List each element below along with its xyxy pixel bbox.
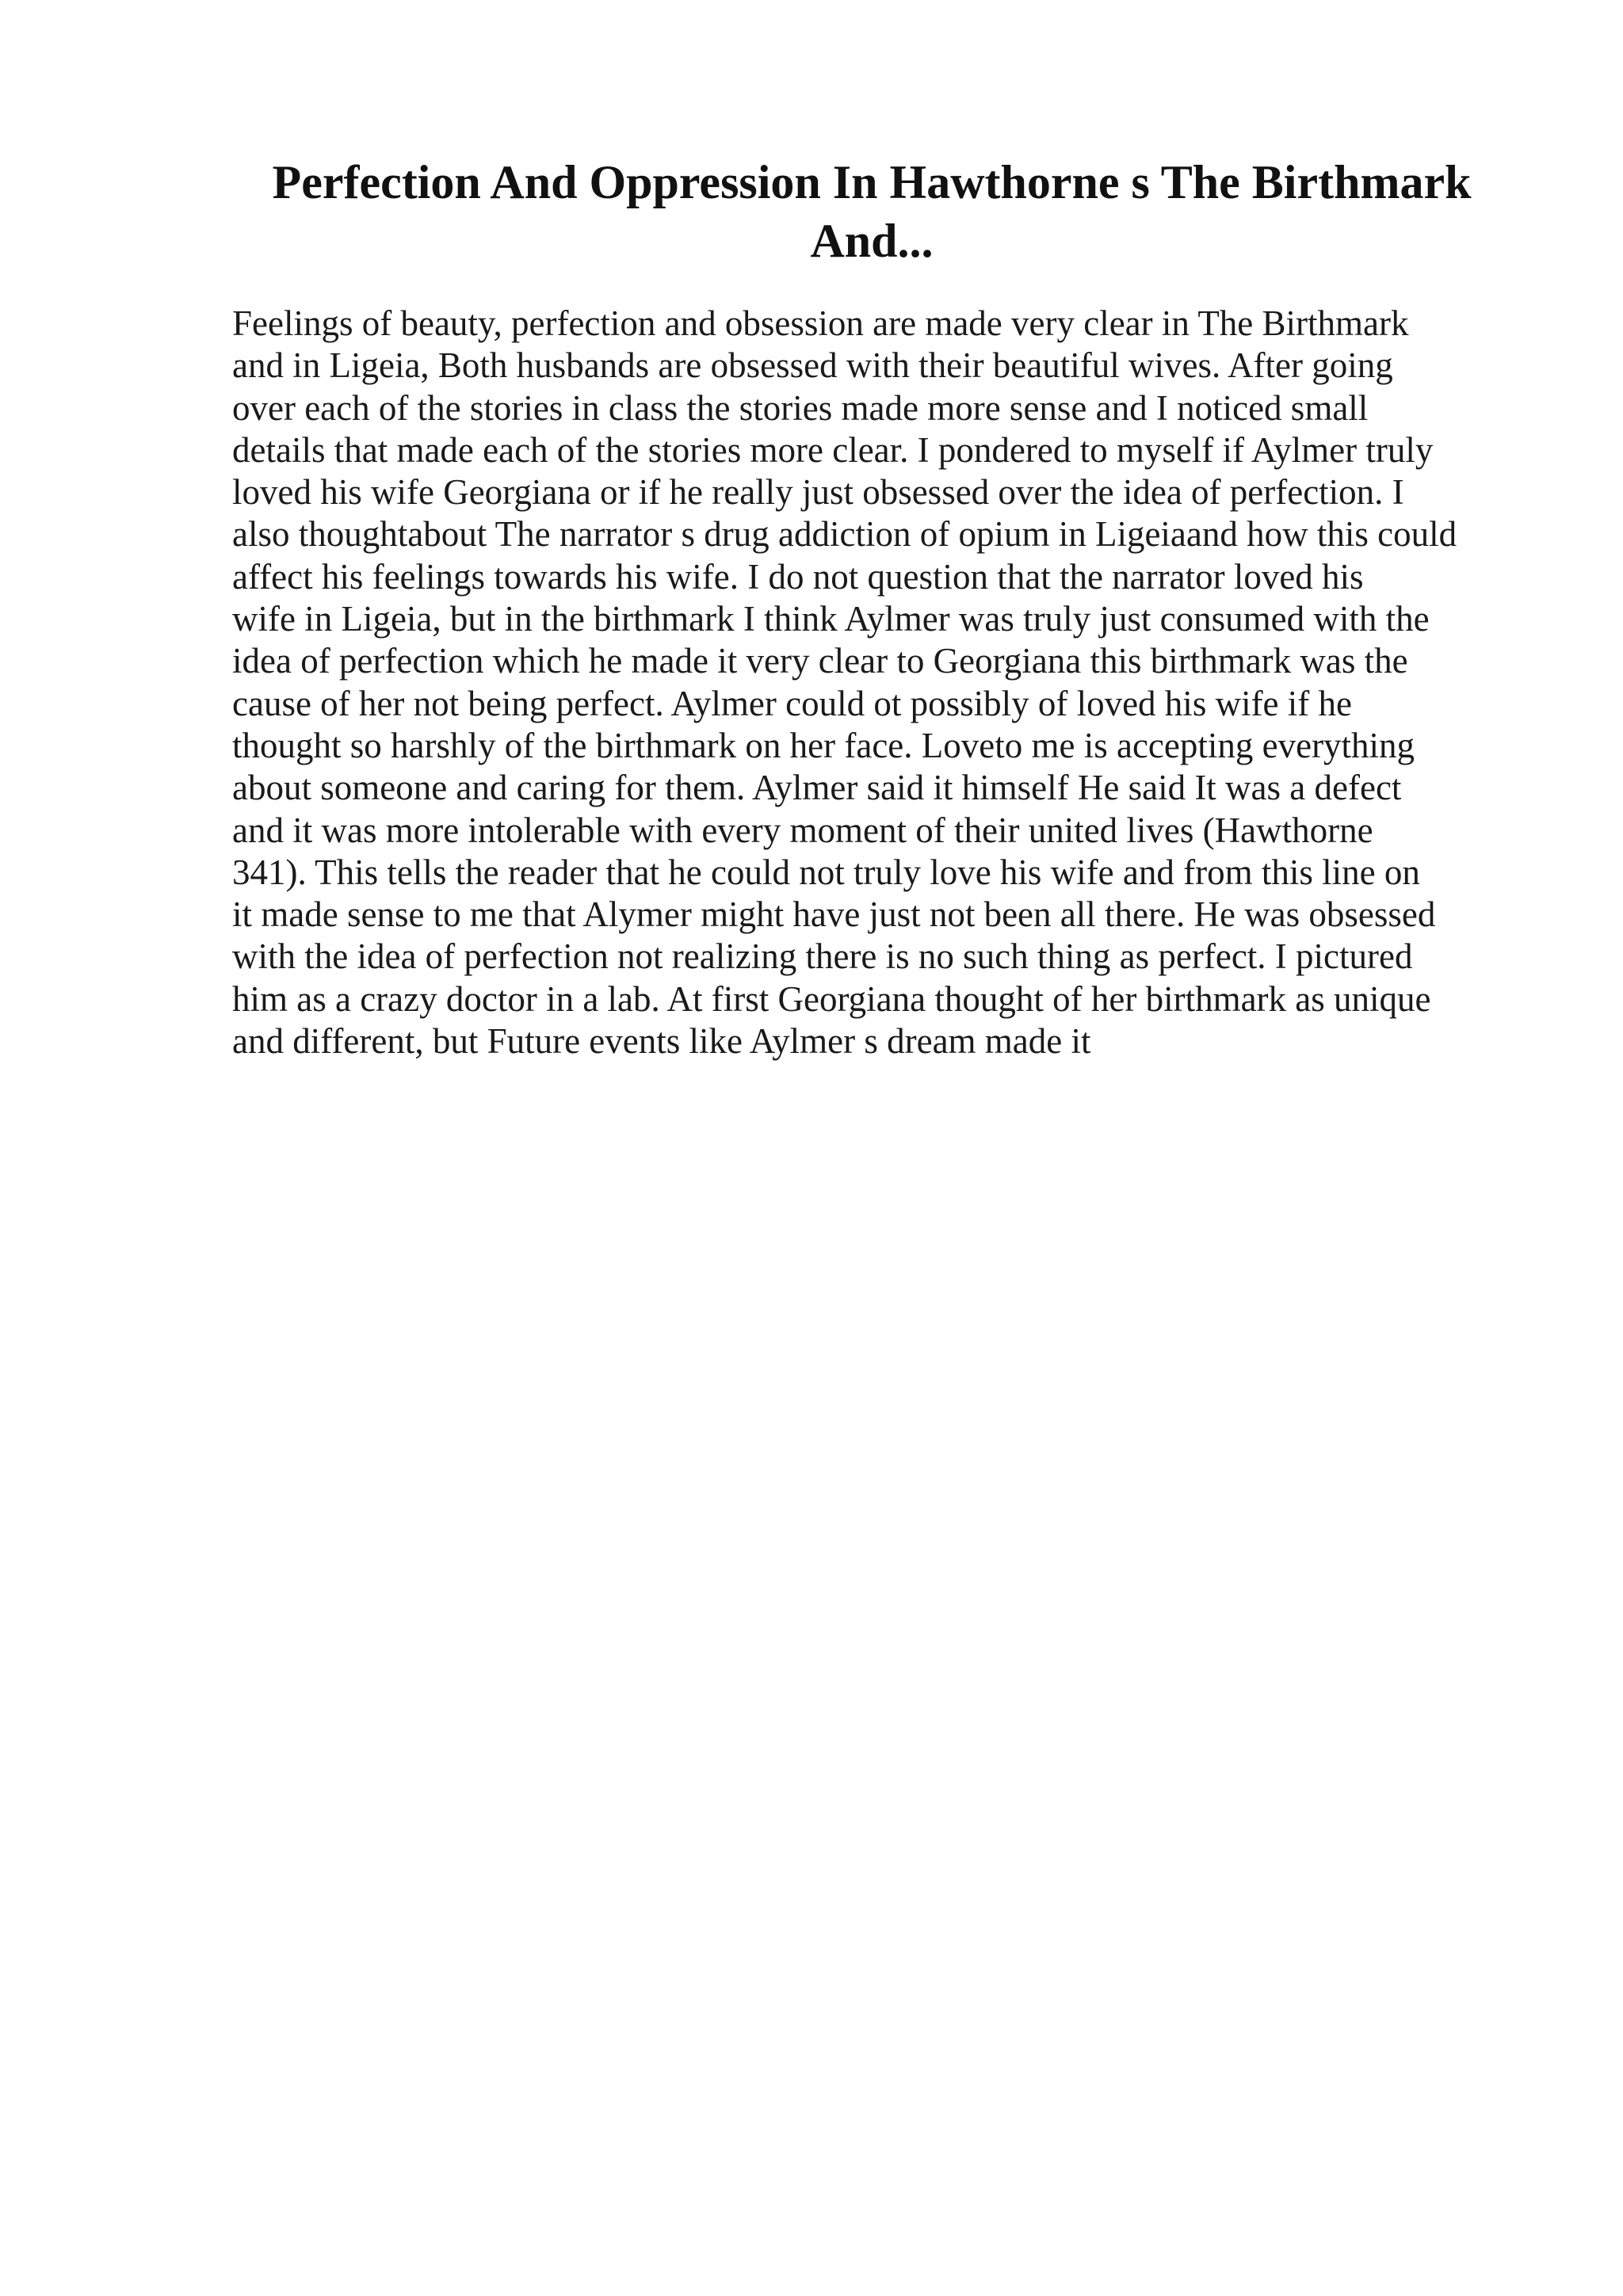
body-line: 341). This tells the reader that he could not truly love his wife and from this line on <box>232 852 1420 892</box>
body-line: with the idea of perfection not realizing there is no such thing as perfect. I pictured <box>232 936 1413 977</box>
document-title <box>230 153 1514 270</box>
body-line: also thoughtabout The narrator s drug addiction of opium in Ligeiaand how this could <box>232 514 1457 555</box>
body-line: and in Ligeia, Both husbands are obsessed with their beautiful wives. After going <box>232 345 1393 386</box>
title-line: And... <box>810 215 934 267</box>
body-line: thought so harshly of the birthmark on her face. Loveto me is accepting everything <box>232 725 1415 765</box>
body-line: loved his wife Georgiana or if he really just obsessed over the idea of perfection. I <box>232 472 1404 513</box>
body-line: about someone and caring for them. Aylmer said it himself He said It was a defect <box>232 768 1402 808</box>
body-line: it made sense to me that Alymer might have just not been all there. He was obsessed <box>232 894 1436 935</box>
body-line: cause of her not being perfect. Aylmer could ot possibly of loved his wife if he <box>232 683 1352 723</box>
body-line: Feelings of beauty, perfection and obsession are made very clear in The Birthmark <box>232 303 1409 343</box>
body-line: over each of the stories in class the stories made more sense and I noticed small <box>232 387 1369 428</box>
title-line: Perfection And Oppression In Hawthorne s The Birthmark <box>272 156 1472 208</box>
body-line: idea of perfection which he made it very clear to Georgiana this birthmark was the <box>232 641 1408 681</box>
body-line: affect his feelings towards his wife. I do not question that the narrator loved his <box>232 556 1364 597</box>
body-line: wife in Ligeia, but in the birthmark I think Aylmer was truly just consumed with the <box>232 599 1430 639</box>
body-line: and it was more intolerable with every moment of their united lives (Hawthorne <box>232 810 1373 850</box>
document-body <box>232 303 1532 1062</box>
body-line: and different, but Future events like Aylmer s dream made it <box>232 1021 1091 1062</box>
body-line: details that made each of the stories more clear. I pondered to myself if Aylmer truly <box>232 429 1434 470</box>
body-line: him as a crazy doctor in a lab. At first Georgiana thought of her birthmark as unique <box>232 978 1431 1019</box>
